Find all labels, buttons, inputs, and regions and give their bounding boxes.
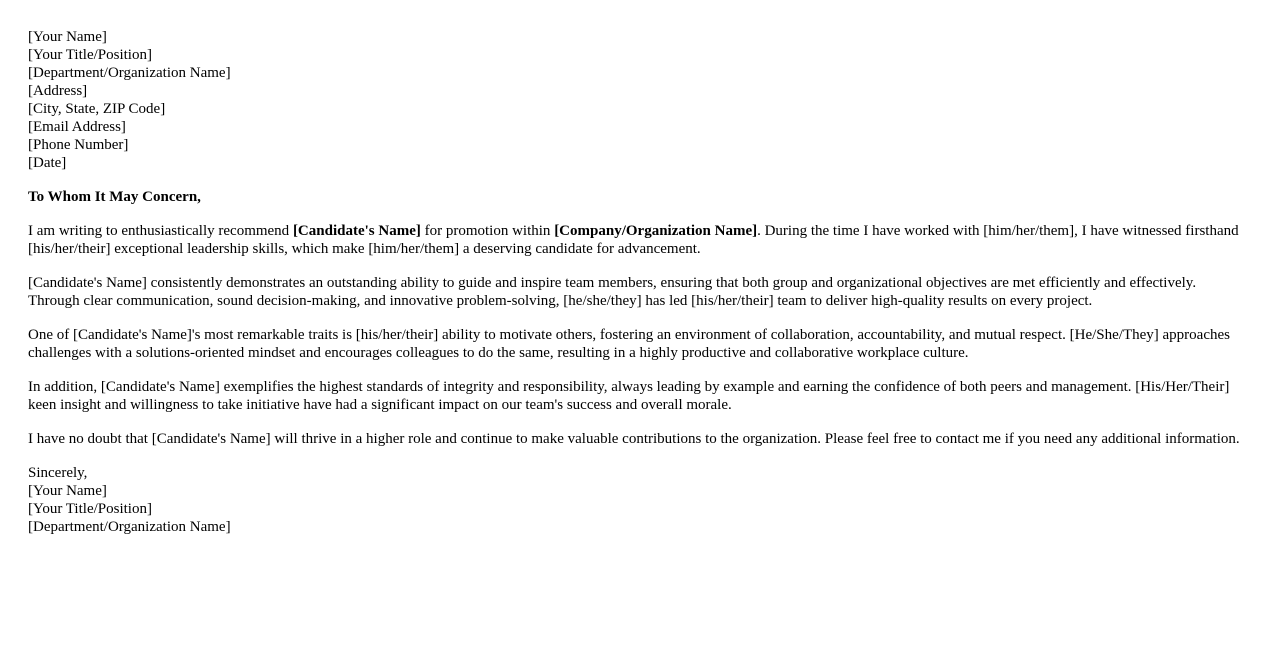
paragraph-intro-part3: . During the time I have worked with [him/her/them], I have witnessed firsthand [his/her/their] exceptional leadership skills, which make [him/her/them] a deserving candidate for advancement. — [28, 223, 1239, 257]
letter-date: [Date] — [28, 155, 67, 171]
sender-email: [Email Address] — [28, 119, 126, 135]
paragraph-intro-part2: for promotion within — [420, 223, 555, 239]
sender-name: [Your Name] — [28, 29, 107, 45]
closing-department: [Department/Organization Name] — [28, 519, 231, 535]
closing-name: [Your Name] — [28, 483, 107, 499]
candidate-name-bold: [Candidate's Name] — [292, 223, 421, 239]
closing-title: [Your Title/Position] — [28, 501, 152, 517]
paragraph-intro-part1: I am writing to enthusiastically recommend — [28, 223, 293, 239]
letter-page — [28, 28, 1246, 536]
sender-city-state-zip: [City, State, ZIP Code] — [28, 101, 166, 117]
sender-block — [28, 28, 1246, 172]
paragraph-intro — [28, 222, 1246, 258]
salutation: To Whom It May Concern, — [28, 189, 201, 205]
sender-title: [Your Title/Position] — [28, 47, 152, 63]
closing-block — [28, 464, 1246, 536]
company-name-bold: [Company/Organization Name] — [554, 223, 758, 239]
valediction: Sincerely, — [28, 465, 88, 481]
paragraph-integrity: In addition, [Candidate's Name] exemplifies the highest standards of integrity and responsibility, always leading by example and earning the confidence of both peers and management. [His/Her/Their] keen insight and willingness to take initiative have had a significant impact on our team's success and overall morale. — [28, 379, 1230, 413]
sender-phone: [Phone Number] — [28, 137, 129, 153]
paragraph-conclusion: I have no doubt that [Candidate's Name] will thrive in a higher role and continue to make valuable contributions to the organization. Please feel free to contact me if you need any additional information. — [28, 431, 1240, 447]
paragraph-leadership: [Candidate's Name] consistently demonstrates an outstanding ability to guide and inspire team members, ensuring that both group and organizational objectives are met efficiently and effectively. Through clear communication, sound decision-making, and innovative problem-solving, [he/she/they] has led [his/her/their] team to deliver high-quality results on every project. — [28, 275, 1197, 309]
paragraph-motivation: One of [Candidate's Name]'s most remarkable traits is [his/her/their] ability to motivate others, fostering an environment of collaboration, accountability, and mutual respect. [He/She/They] approaches challenges with a solutions-oriented mindset and encourages colleagues to do the same, resulting in a highly productive and collaborative workplace culture. — [28, 327, 1230, 361]
sender-address: [Address] — [28, 83, 88, 99]
sender-department: [Department/Organization Name] — [28, 65, 231, 81]
